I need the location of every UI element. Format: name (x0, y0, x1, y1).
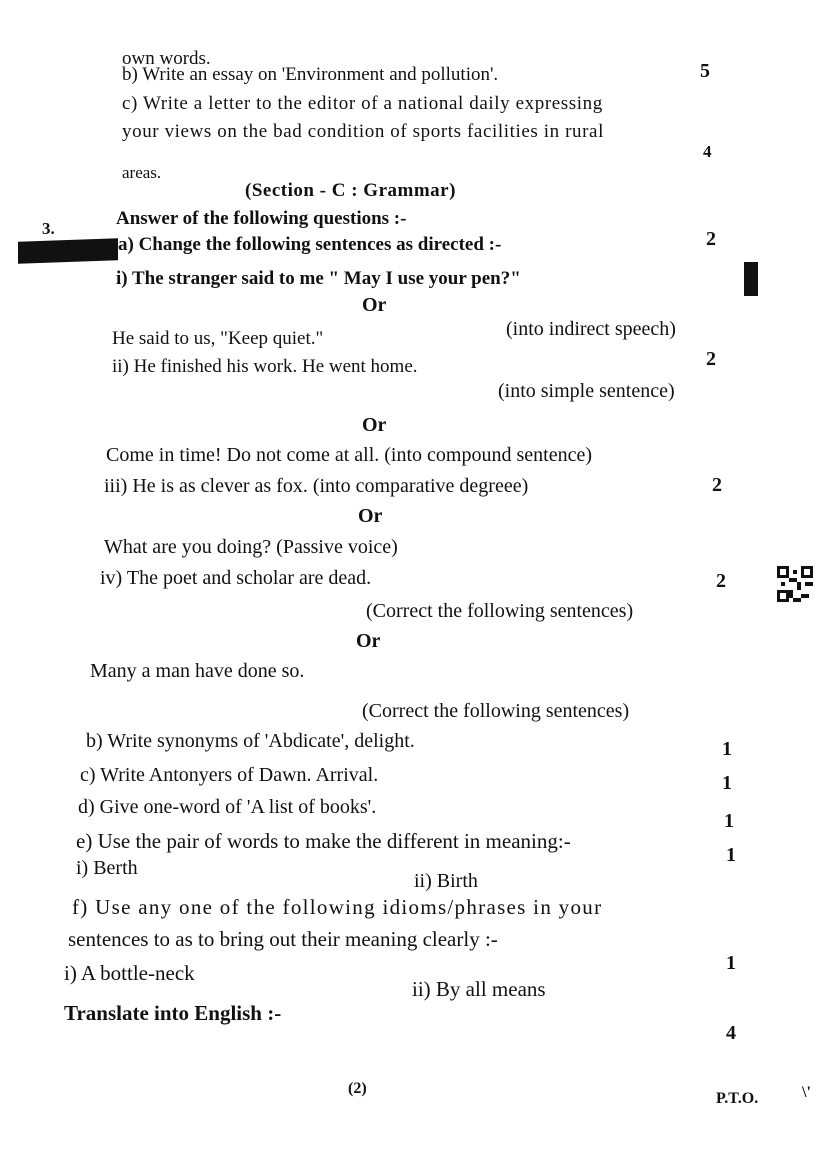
question-intro: Answer of the following questions :- (116, 208, 407, 229)
or-divider-2: Or (362, 414, 387, 436)
part-a-heading: a) Change the following sentences as directed :- (118, 234, 502, 255)
marks-d-one-word: 1 (724, 810, 734, 832)
marks-b-essay: 5 (700, 60, 710, 82)
page-number: (2) (348, 1080, 367, 1097)
question-e-word-i: i) Berth (76, 857, 138, 879)
question-b-synonyms: b) Write synonyms of 'Abdicate', delight. (86, 730, 415, 752)
marks-f-idioms: 1 (726, 952, 736, 974)
item-iv-direction: (Correct the following sentences) (366, 600, 634, 622)
question-d-one-word: d) Give one-word of 'A list of books'. (78, 796, 377, 818)
item-iv-alternative-direction: (Correct the following sentences) (362, 700, 630, 722)
item-ii-alternative: Come in time! Do not come at all. (into compound sentence) (106, 444, 592, 466)
question-f-idiom-ii: ii) By all means (412, 977, 546, 1001)
question-f-idioms-line2: sentences to as to bring out their meaning clearly :- (68, 927, 498, 951)
marks-c-letter: 4 (703, 142, 712, 161)
or-divider-3: Or (358, 505, 383, 527)
marks-translate: 4 (726, 1022, 736, 1044)
marks-c-antonyms: 1 (722, 772, 732, 794)
question-c-letter-line3: areas. (122, 163, 162, 182)
or-divider-1: Or (362, 294, 387, 316)
question-e-pair-of-words: e) Use the pair of words to make the different in meaning:- (76, 829, 571, 853)
question-c-antonyms: c) Write Antonyers of Dawn. Arrival. (80, 764, 379, 786)
question-translate: Translate into English :- (64, 1001, 282, 1025)
question-number: 3. (42, 219, 55, 238)
corner-mark: \' (802, 1084, 811, 1101)
pto-label: P.T.O. (716, 1090, 759, 1107)
item-i: i) The stranger said to me " May I use your pen?" (116, 268, 521, 289)
item-ii: ii) He finished his work. He went home. (112, 356, 418, 377)
qr-code-icon (777, 566, 813, 602)
marks-ii: 2 (706, 348, 716, 370)
question-f-idioms-line1: f) Use any one of the following idioms/phrases in your (72, 895, 603, 919)
question-b-essay: b) Write an essay on 'Environment and pollution'. (122, 64, 499, 85)
section-heading: (Section - C : Grammar) (245, 180, 456, 201)
item-iv-alternative: Many a man have done so. (90, 660, 305, 682)
or-divider-4: Or (356, 630, 381, 652)
scan-blot (18, 238, 118, 263)
item-i-direction: (into indirect speech) (506, 318, 676, 340)
marks-b-synonyms: 1 (722, 738, 732, 760)
item-i-alternative: He said to us, "Keep quiet." (112, 328, 324, 349)
item-iii: iii) He is as clever as fox. (into comparative degreee) (104, 475, 529, 497)
marks-iii: 2 (712, 474, 722, 496)
question-e-word-ii: ii) Birth (414, 870, 478, 892)
question-f-idiom-i: i) A bottle-neck (64, 961, 195, 985)
line-own-words: own words. (122, 48, 211, 69)
item-ii-direction: (into simple sentence) (498, 380, 675, 402)
question-c-letter-line2: your views on the bad condition of sports facilities in rural (122, 121, 604, 142)
marks-a: 2 (706, 228, 716, 250)
marks-iv: 2 (716, 570, 726, 592)
item-iv: iv) The poet and scholar are dead. (100, 567, 372, 589)
scan-blot-right (744, 262, 758, 296)
item-iii-alternative: What are you doing? (Passive voice) (104, 536, 398, 558)
marks-e-pair-of-words: 1 (726, 844, 736, 866)
question-c-letter-line1: c) Write a letter to the editor of a national daily expressing (122, 93, 603, 114)
